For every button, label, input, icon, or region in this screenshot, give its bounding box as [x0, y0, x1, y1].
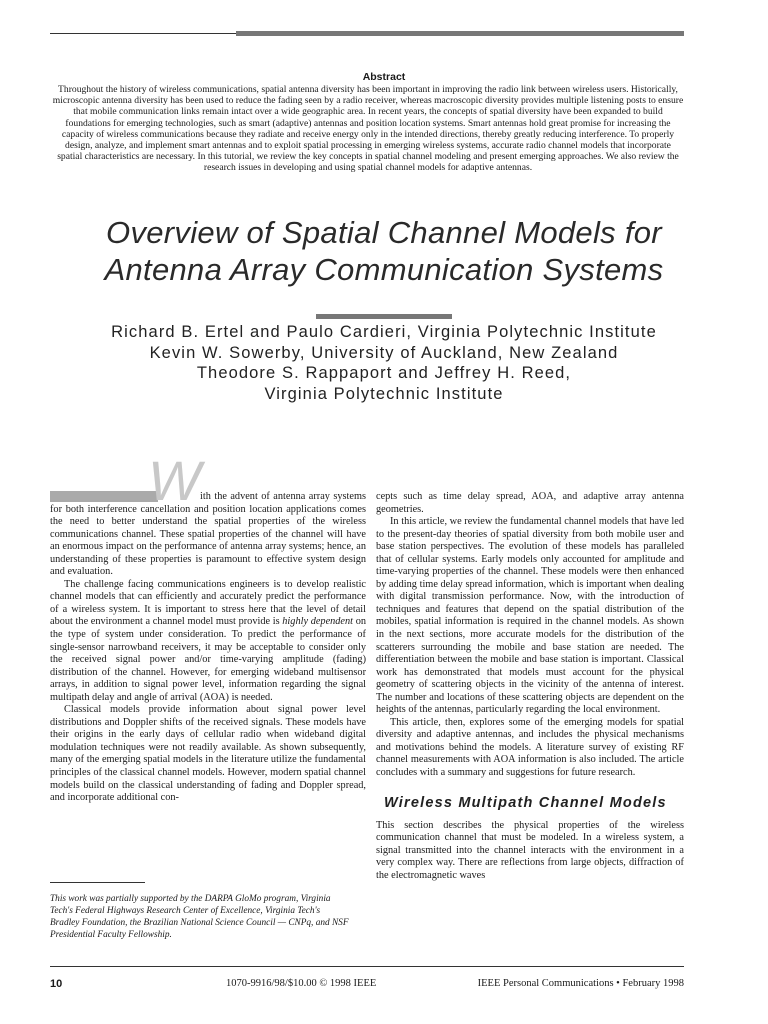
top-accent-bar	[236, 31, 684, 36]
author-line-4: Virginia Polytechnic Institute	[264, 384, 504, 403]
paragraph: This section describes the physical properties of the wireless communication channel that must be modeled. In a wireless system, a signal transmitted into the channel interacts with the environment in a very complex way. There are reflections from large objects, diffraction of the electromagnetic waves	[376, 819, 684, 881]
paragraph: This article, then, explores some of the emerging models for spatial diversity and adaptive antennas, and includes the physical mechanisms and motivations behind the models. A literature survey of existing RF channel measurements with AOA information is also included. The article concludes with a summary and suggestions for future research.	[376, 716, 684, 779]
paragraph-text: on the type of system under consideration. To predict the performance of single-sensor narrowband receivers, it may be acceptable to consider only the received signal power and/or time-varying amplitude (fading) distribution of the channel. However, for emerging wideband multisensor arrays, in addition to signal power level, information regarding the signal multipath delay and angle of arrival (AOA) is needed.	[50, 616, 366, 703]
paragraph	[50, 491, 366, 579]
paragraph: Classical models provide information about signal power level distributions and Doppler shifts of the received signals. These models have their origins in the early days of cellular radio when wideband digital modulation techniques were not readily available. As shown subsequently, many of the emerging spatial models in the literature utilize the fundamental principles of the classical channel models. However, modern spatial channel models build on the classical understanding of fading and Doppler spread, and incorporate additional con-	[50, 704, 366, 804]
footnote-rule	[50, 882, 145, 883]
section-heading: Wireless Multipath Channel Models	[384, 794, 667, 811]
title-rule	[316, 314, 452, 319]
paragraph	[50, 579, 366, 704]
author-line-2: Kevin W. Sowerby, University of Auckland, New Zealand	[149, 343, 619, 362]
paragraph: cepts such as time delay spread, AOA, and adaptive array antenna geometries.	[376, 491, 684, 515]
paragraph-text: ith the advent of antenna array systems for both interference cancellation and position location applications comes the need to better understand the spatial properties of the wireless communications channel. These spatial properties of the channel will have an enormous impact on the performance of antenna array systems; hence, an understanding of these properties is paramount to effective system design and evaluation.	[50, 491, 366, 578]
footnote: This work was partially supported by the DARPA GloMo program, Virginia Tech's Federal Highways Research Center of Excellence, Virginia Tech's Bradley Foundation, the Brazilian National Science Council — CNPq, and NSF Presidential Faculty Fellowship.	[50, 894, 349, 940]
abstract-heading: Abstract	[362, 71, 406, 83]
dropcap-letter: W	[148, 449, 201, 512]
journal-line: IEEE Personal Communications • February 1998	[477, 978, 684, 989]
author-line-1: Richard B. Ertel and Paulo Cardieri, Virginia Polytechnic Institute	[111, 323, 657, 341]
abstract-body: Throughout the history of wireless communications, spatial antenna diversity has been important in improving the radio link between wireless users. Historically, microscopic antenna diversity has been used to reduce the fading seen by a radio receiver, whereas macroscopic diversity provides multiple listening posts to ensure that mobile communication links remain intact over a wide geographic area. In recent years, the concepts of spatial diversity have been expanded to build foundations for emerging technologies, such as smart (adaptive) antennas and position location systems. Smart antennas hold great promise for increasing the capacity of wireless communications because they radiate and receive energy only in the intended directions, thereby greatly reducing interference. To properly design, analyze, and implement smart antennas and to exploit spatial processing in emerging wireless systems, accurate radio channel models that incorporate spatial characteristics are necessary. In this tutorial, we review the key concepts in spatial channel modeling and present emerging approaches. We also review the research issues in developing and using spatial channel models for adaptive antennas.	[52, 84, 684, 174]
article-title	[0, 214, 768, 288]
issn-line: 1070-9916/98/$10.00 © 1998 IEEE	[226, 978, 377, 989]
paragraph-text: The challenge facing communications engineers is to develop realistic channel models that can efficiently and accurately predict the performance of a wireless system. It is important to stress here that the level of detail about the environment a channel model must provide is	[50, 578, 366, 628]
emphasis-text: highly dependent	[282, 616, 354, 628]
title-line-1: Overview of Spatial Channel Models for	[106, 215, 662, 250]
right-column	[376, 491, 684, 882]
page-number: 10	[50, 978, 63, 990]
left-column	[50, 491, 366, 805]
author-list	[0, 322, 768, 404]
title-line-2: Antenna Array Communication Systems	[104, 252, 664, 287]
footer-rule	[50, 966, 684, 967]
paragraph: In this article, we review the fundamental channel models that have led to the present-day theories of spatial diversity from both mobile user and base station perspectives. The evolution of these models has paralleled that of cellular systems. Early models only accounted for amplitude and time-varying properties of the channel. These models were then enhanced by adding time delay spread information, which is important when dealing with digital transmission performance. Now, with the introduction of techniques and features that depend on the spatial distribution of the mobiles, spatial information is required in the channel models. As shown in the next sections, more accurate models for the distribution of the scatterers surrounding the mobile and base station are needed. The differentiation between the mobile and base station is important. Classical work has demonstrated that models must account for the physical geometry of scattering objects in the vicinity of the antenna of interest. The number and locations of these scattering objects are dependent on the heights of the antennas, particularly regarding the local environment.	[376, 516, 684, 716]
author-line-3: Theodore S. Rappaport and Jeffrey H. Reed,	[196, 364, 572, 382]
